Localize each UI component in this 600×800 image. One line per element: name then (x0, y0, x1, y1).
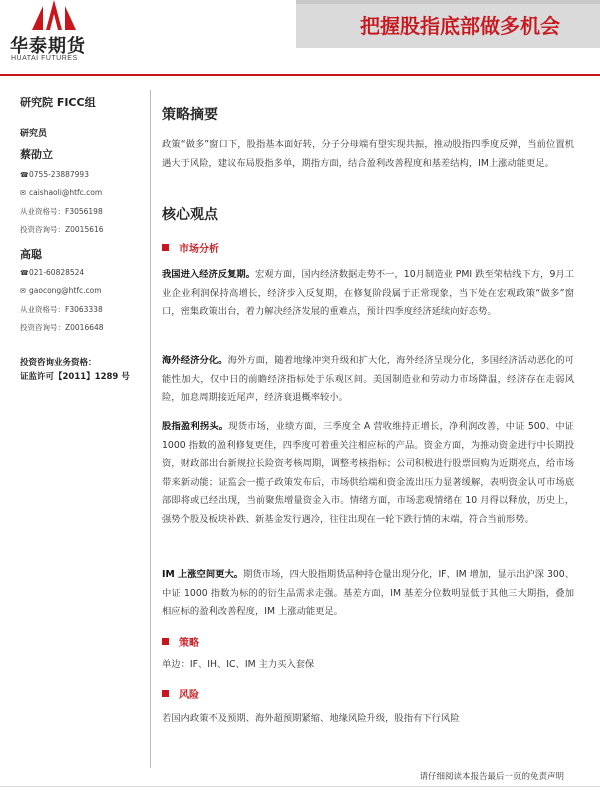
department-name: 研究院 FICC组 (20, 96, 96, 109)
analyst-email[interactable]: ✉ caishaoli@htfc.com (20, 188, 103, 197)
company-name-cn: 华泰期货 (10, 36, 86, 57)
paragraph-lead: 股指盈利拐头。 (162, 421, 229, 432)
analyst-name: 蔡劭立 (20, 148, 53, 161)
company-logo (10, 0, 120, 66)
analysis-paragraph: 海外经济分化。海外方面，随着地缘冲突升级和扩大化，海外经济呈现分化，多国经济活动恶化的可能性加大，仅中日的前瞻经济指标处于乐观区间。美国制造业和劳动力市场降温，经济存在走弱风险，加息周期接近尾声，经济衰退概率较小。 (162, 355, 574, 403)
role-label: 研究员 (20, 129, 48, 139)
report-title: 把握股指底部做多机会 (360, 14, 560, 38)
summary-text: 政策“做多”窗口下，股指基本面好转，分子分母端有望实现共振，推动股指四季度反弹，当前位置机遇大于风险，建议布局股指多单，期指方面，结合盈利改善程度和基差结构，IM上涨动能更足。 (162, 139, 574, 169)
paragraph-lead: 我国进入经济反复期。 (162, 269, 255, 280)
analysis-paragraph: 股指盈利拐头。现货市场，业绩方面，三季度全 A 营收维持正增长，净利润改善，中证 500、中证 1000 指数的盈利修复更佳，四季度可着重关注相应标的产品。资金方面，为推动资金进行中长期投资，财政部出台新规拉长险资考核周期，调整考核指标；公司积极进行股票回购为近期亮点，给市场带来新动能；证监会一揽子政策发布后，市场供给端和资金流出压力显著缓解，表明资金认可市场底部即将或已经出现，当前聚焦增量资金入市。情绪方面，市场悲观情绪在 10 月得以释放，历史上，强势个股及板块补跌、新基金发行遇冷，往往出现在一轮下跌行情的末端，符合当前形势。 (162, 421, 574, 525)
strategy-text: 单边：IF、IH、IC、IM 主力买入套保 (162, 659, 315, 670)
column-divider (150, 90, 151, 768)
report-header (0, 0, 600, 80)
analyst-advisory-number: 投资咨询号：Z0016648 (20, 323, 104, 332)
analyst-qualification: 从业资格号：F3056198 (20, 207, 103, 216)
title-band-strip (296, 0, 600, 4)
risk-heading: 风险 (162, 686, 199, 701)
analyst-advisory-number: 投资咨询号：Z0015616 (20, 225, 104, 234)
disclaimer-note: 请仔细阅读本报告最后一页的免责声明 (419, 772, 564, 782)
license-label: 投资咨询业务资格： (20, 358, 97, 368)
phone-icon: ☎ (20, 171, 29, 179)
company-name-en: HUATAI FUTURES (11, 55, 78, 62)
paragraph-lead: 海外经济分化。 (162, 355, 228, 366)
summary-heading: 策略摘要 (162, 107, 218, 123)
square-bullet-icon (162, 244, 169, 251)
square-bullet-icon (162, 638, 169, 645)
email-icon: ✉ (20, 287, 26, 295)
analyst-phone: ☎021-60828524 (20, 268, 85, 277)
strategy-heading: 策略 (162, 634, 199, 649)
square-bullet-icon (162, 690, 169, 697)
core-views-heading: 核心观点 (162, 207, 218, 223)
risk-text: 若国内政策不及预期、海外超预期紧缩、地缘风险升级，股指有下行风险 (162, 713, 460, 724)
market-analysis-heading: 市场分析 (162, 240, 219, 255)
license-value: 证监许可【2011】1289 号 (20, 372, 130, 382)
footer-divider (0, 786, 600, 787)
analyst-email[interactable]: ✉ gaocong@htfc.com (20, 286, 102, 295)
analysis-paragraph: 我国进入经济反复期。宏观方面，国内经济数据走势不一，10月制造业 PMI 跌至荣枯线下方，9月工业企业利润保持高增长，经济步入反复期，在修复阶段属于正常现象，当下处在宏观政策“做多”窗口，密集政策出台，着力解决经济发展的重难点，预计四季度经济延续向好态势。 (162, 269, 574, 317)
analysis-paragraph: IM 上涨空间更大。期货市场，四大股指期货品种持仓量出现分化，IF、IM 增加，显示出沪深 300、中证 1000 指数为标的的衍生品需求走强。基差方面，IM 基差分位数明显低于其他三大期指，叠加相应标的盈利改善程度，IM 上涨动能更足。 (162, 569, 574, 617)
header-divider (0, 74, 600, 76)
phone-icon: ☎ (20, 269, 29, 277)
paragraph-lead: IM 上涨空间更大。 (162, 569, 244, 580)
email-icon: ✉ (20, 189, 26, 197)
huatai-logo-icon (32, 0, 76, 30)
analyst-qualification: 从业资格号：F3063338 (20, 305, 103, 314)
analyst-phone: ☎0755-23887993 (20, 170, 89, 179)
analyst-name: 高聪 (20, 248, 42, 261)
